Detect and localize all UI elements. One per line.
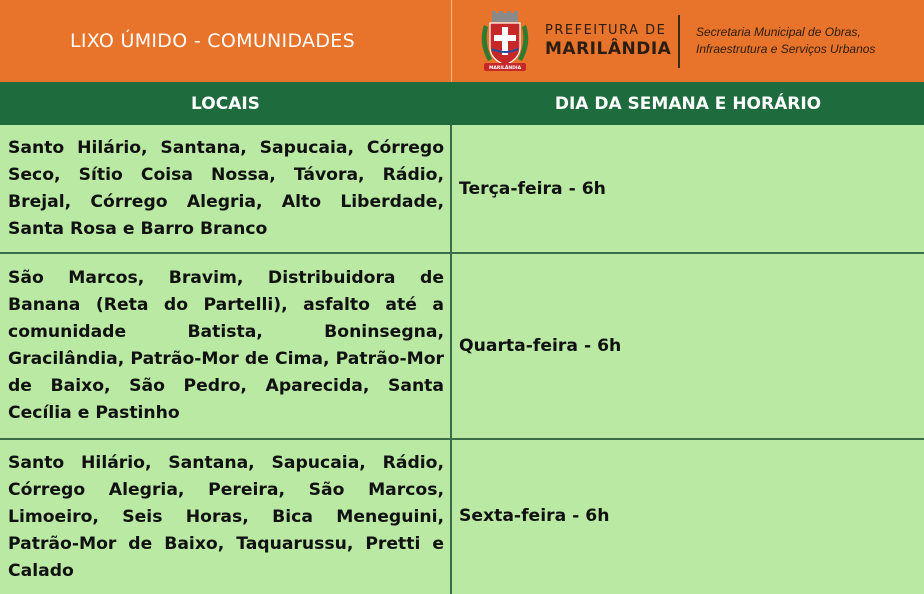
banner-title-area: [0, 0, 451, 82]
row-locais: São Marcos, Bravim, Distribuidora de Banana (Reta do Partelli), asfalto até a comunidade Batista, Boninsegna, Gracilândia, Patrão-Mor de Cima, Patrão-Mor de Baixo, São Pedro, Aparecida, Santa Cecília e Pastinho: [8, 268, 444, 423]
table-row: [0, 440, 924, 594]
secretaria-line-2: Infraestrutura e Serviços Urbanos: [696, 42, 876, 56]
row-dia-cell: [459, 125, 606, 253]
logo-line-2: MARILÂNDIA: [545, 39, 672, 59]
crest-ribbon-text: MARILÂNDIA: [488, 66, 522, 71]
prefeitura-logo-area: [452, 0, 924, 82]
prefeitura-wordmark: [545, 23, 671, 59]
row-locais: Santo Hilário, Santana, Sapucaia, Rádio, Córrego Alegria, Pereira, São Marcos, Limoeiro, Seis Horas, Bica Meneguini, Patrão-Mor de Baixo, Taquarussu, Pretti e Calado: [8, 452, 444, 581]
logo-line-1: PREFEITURA DE: [545, 23, 667, 38]
secretaria-line-1: Secretaria Municipal de Obras,: [696, 25, 861, 39]
table-row: [0, 125, 924, 253]
row-dia: Sexta-feira - 6h: [459, 506, 610, 526]
row-locais-cell: [8, 129, 444, 249]
column-divider: [450, 125, 452, 594]
table-row: [0, 254, 924, 438]
row-locais: Santo Hilário, Santana, Sapucaia, Córrego Seco, Sítio Coisa Nossa, Távora, Rádio, Brejal, Córrego Alegria, Alto Liberdade, Santa Rosa e Barro Branco: [8, 138, 444, 239]
row-locais-cell: [8, 258, 444, 434]
row-locais-cell: [8, 442, 444, 592]
banner-title: LIXO ÚMIDO - COMUNIDADES: [70, 30, 355, 52]
row-dia: Quarta-feira - 6h: [459, 336, 622, 356]
row-dia-cell: [459, 440, 609, 592]
logo-separator: [678, 15, 680, 68]
city-crest-icon: [478, 11, 532, 73]
table-header: [0, 82, 924, 125]
header-dia-horario: DIA DA SEMANA E HORÁRIO: [554, 93, 822, 114]
secretaria-label: [696, 24, 875, 58]
row-dia: Terça-feira - 6h: [459, 179, 606, 199]
header-locais: LOCAIS: [191, 93, 260, 114]
top-banner: [0, 0, 924, 82]
row-dia-cell: [459, 254, 621, 438]
